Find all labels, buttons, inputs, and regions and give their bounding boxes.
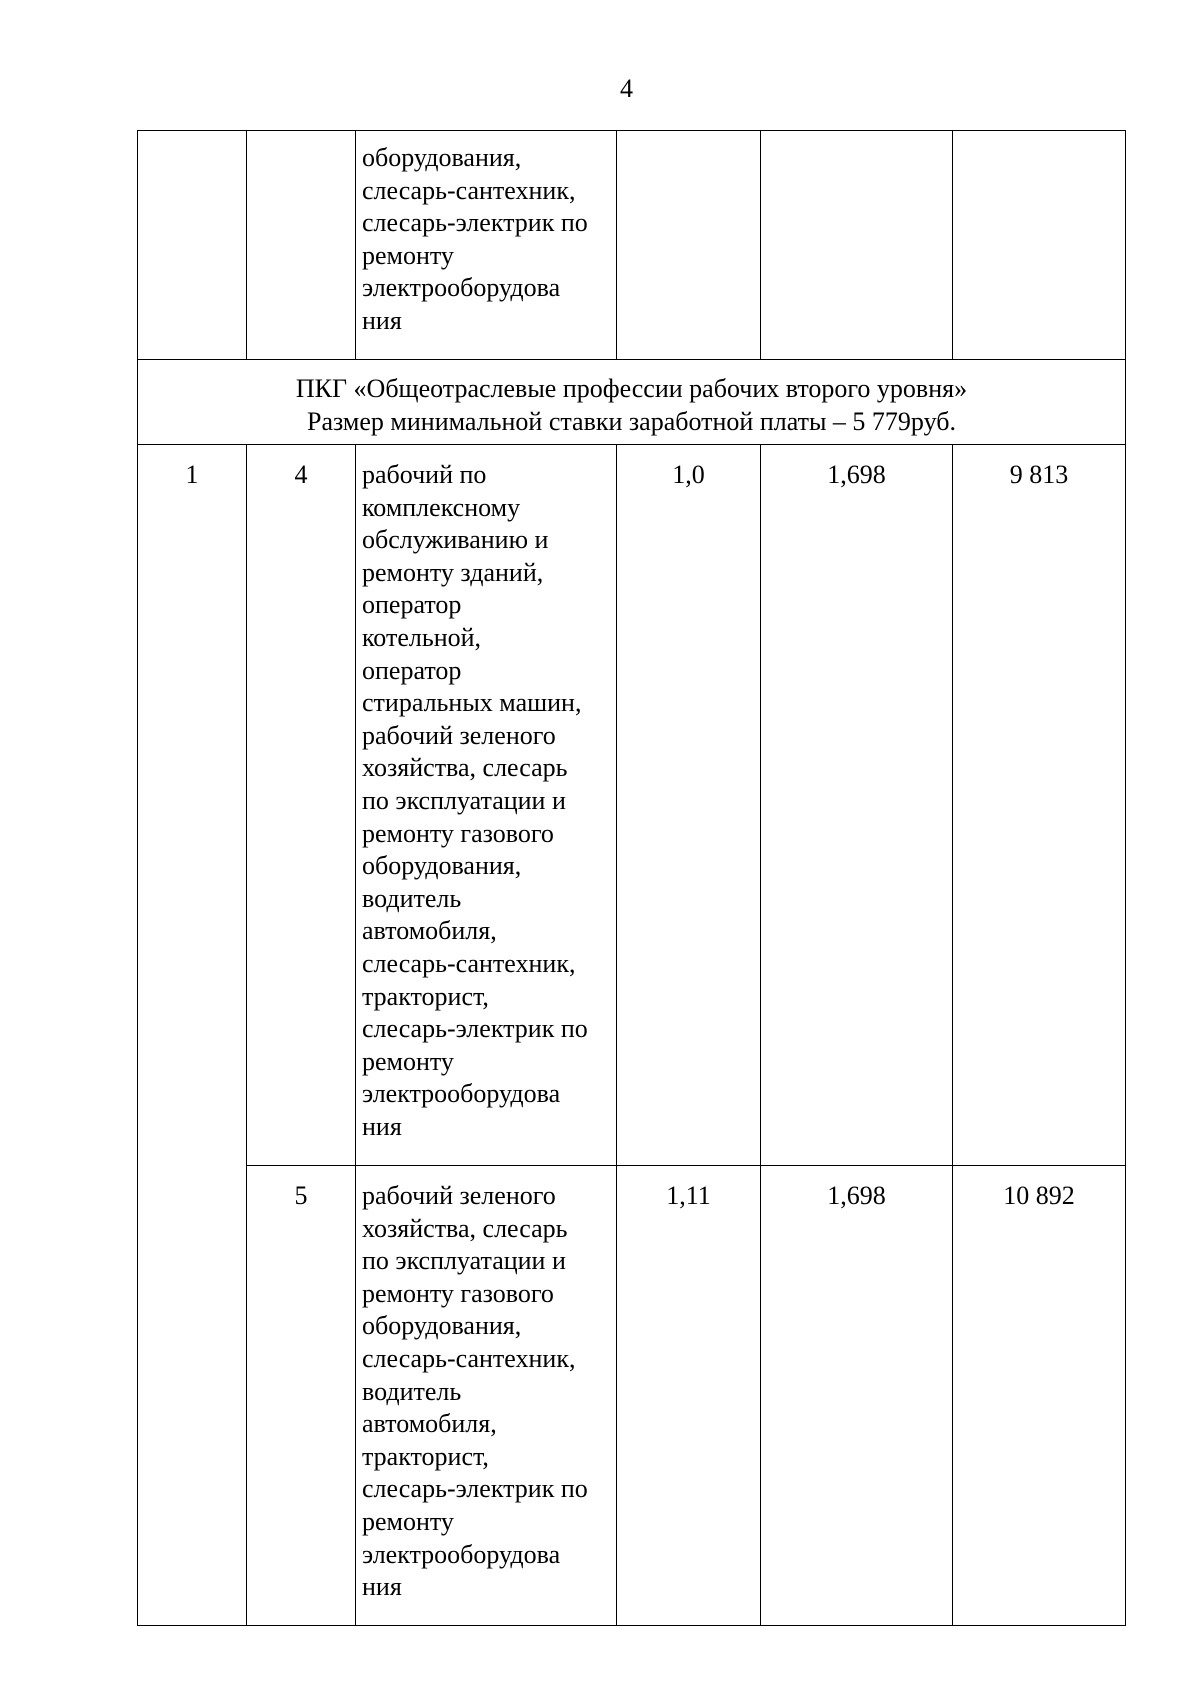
cell-coef1: 1,11	[617, 1166, 761, 1626]
position-line: ния	[362, 1111, 402, 1141]
position-line: электрооборудова	[362, 1539, 561, 1569]
cell-coef2: 1,698	[761, 1166, 953, 1626]
position-line: слесарь-электрик по	[362, 208, 588, 238]
position-line: ремонту газового	[362, 1278, 554, 1308]
position-line: рабочий зеленого	[362, 720, 556, 750]
position-line: ремонту	[362, 1506, 454, 1536]
table-row	[138, 445, 1126, 1166]
position-line: автомобиля,	[362, 916, 497, 946]
position-line: слесарь-электрик по	[362, 1014, 588, 1044]
position-line: оборудования,	[362, 851, 522, 881]
group-title: ПКГ «Общеотраслевые профессии рабочих второго уровня»	[295, 374, 968, 403]
position-line: рабочий зеленого	[362, 1181, 556, 1210]
group-header-row	[138, 360, 1126, 445]
cell-coef1: 1,0	[617, 445, 761, 1166]
position-line: хозяйства, слесарь	[362, 1213, 568, 1243]
salary-table	[137, 130, 1126, 1626]
cell-salary	[953, 131, 1126, 360]
position-line: комплексному	[362, 492, 521, 522]
cell-grade: 4	[247, 445, 356, 1166]
cell-coef2: 1,698	[761, 445, 953, 1166]
cell-qual-level: 1	[138, 445, 247, 1626]
position-line: оборудования,	[362, 1311, 522, 1341]
table-row-continued	[138, 131, 1126, 360]
position-line: водитель	[362, 883, 462, 913]
cell-qual-level	[138, 131, 247, 360]
position-line: ремонту газового	[362, 818, 554, 848]
position-line: слесарь-сантехник,	[362, 1343, 576, 1373]
cell-coef2	[761, 131, 953, 360]
page-number: 4	[620, 74, 633, 103]
position-line: слесарь-электрик по	[362, 1474, 588, 1504]
position-line: котельной,	[362, 622, 482, 652]
position-line: ния	[362, 305, 402, 335]
group-header-cell	[138, 360, 1126, 445]
position-line: по эксплуатации и	[362, 785, 566, 815]
position-line: электрооборудова	[362, 273, 561, 303]
cell-positions	[356, 445, 617, 1166]
position-line: слесарь-сантехник,	[362, 175, 576, 205]
position-line: оператор	[362, 655, 462, 685]
position-line: ремонту	[362, 1046, 454, 1076]
cell-salary: 9 813	[953, 445, 1126, 1166]
position-line: электрооборудова	[362, 1079, 561, 1109]
position-line: ремонту	[362, 240, 454, 270]
cell-grade: 5	[247, 1166, 356, 1626]
position-line: тракторист,	[362, 981, 489, 1011]
position-line: оператор	[362, 590, 462, 620]
position-line: ремонту зданий,	[362, 557, 544, 587]
cell-positions	[356, 1166, 617, 1626]
position-line: по эксплуатации и	[362, 1246, 566, 1276]
position-line: ния	[362, 1572, 402, 1602]
position-line: оборудования,	[362, 143, 522, 172]
cell-positions	[356, 131, 617, 360]
position-line: хозяйства, слесарь	[362, 753, 568, 783]
position-line: обслуживанию и	[362, 525, 549, 555]
position-line: тракторист,	[362, 1441, 489, 1471]
cell-grade	[247, 131, 356, 360]
position-line: водитель	[362, 1376, 462, 1406]
position-line: слесарь-сантехник,	[362, 948, 576, 978]
position-line: автомобиля,	[362, 1409, 497, 1439]
cell-salary: 10 892	[953, 1166, 1126, 1626]
position-line: рабочий по	[362, 460, 487, 489]
table-row	[138, 1166, 1126, 1626]
cell-coef1	[617, 131, 761, 360]
group-min-rate: Размер минимальной ставки заработной платы – 5 779руб.	[307, 406, 956, 436]
position-line: стиральных машин,	[362, 688, 582, 718]
